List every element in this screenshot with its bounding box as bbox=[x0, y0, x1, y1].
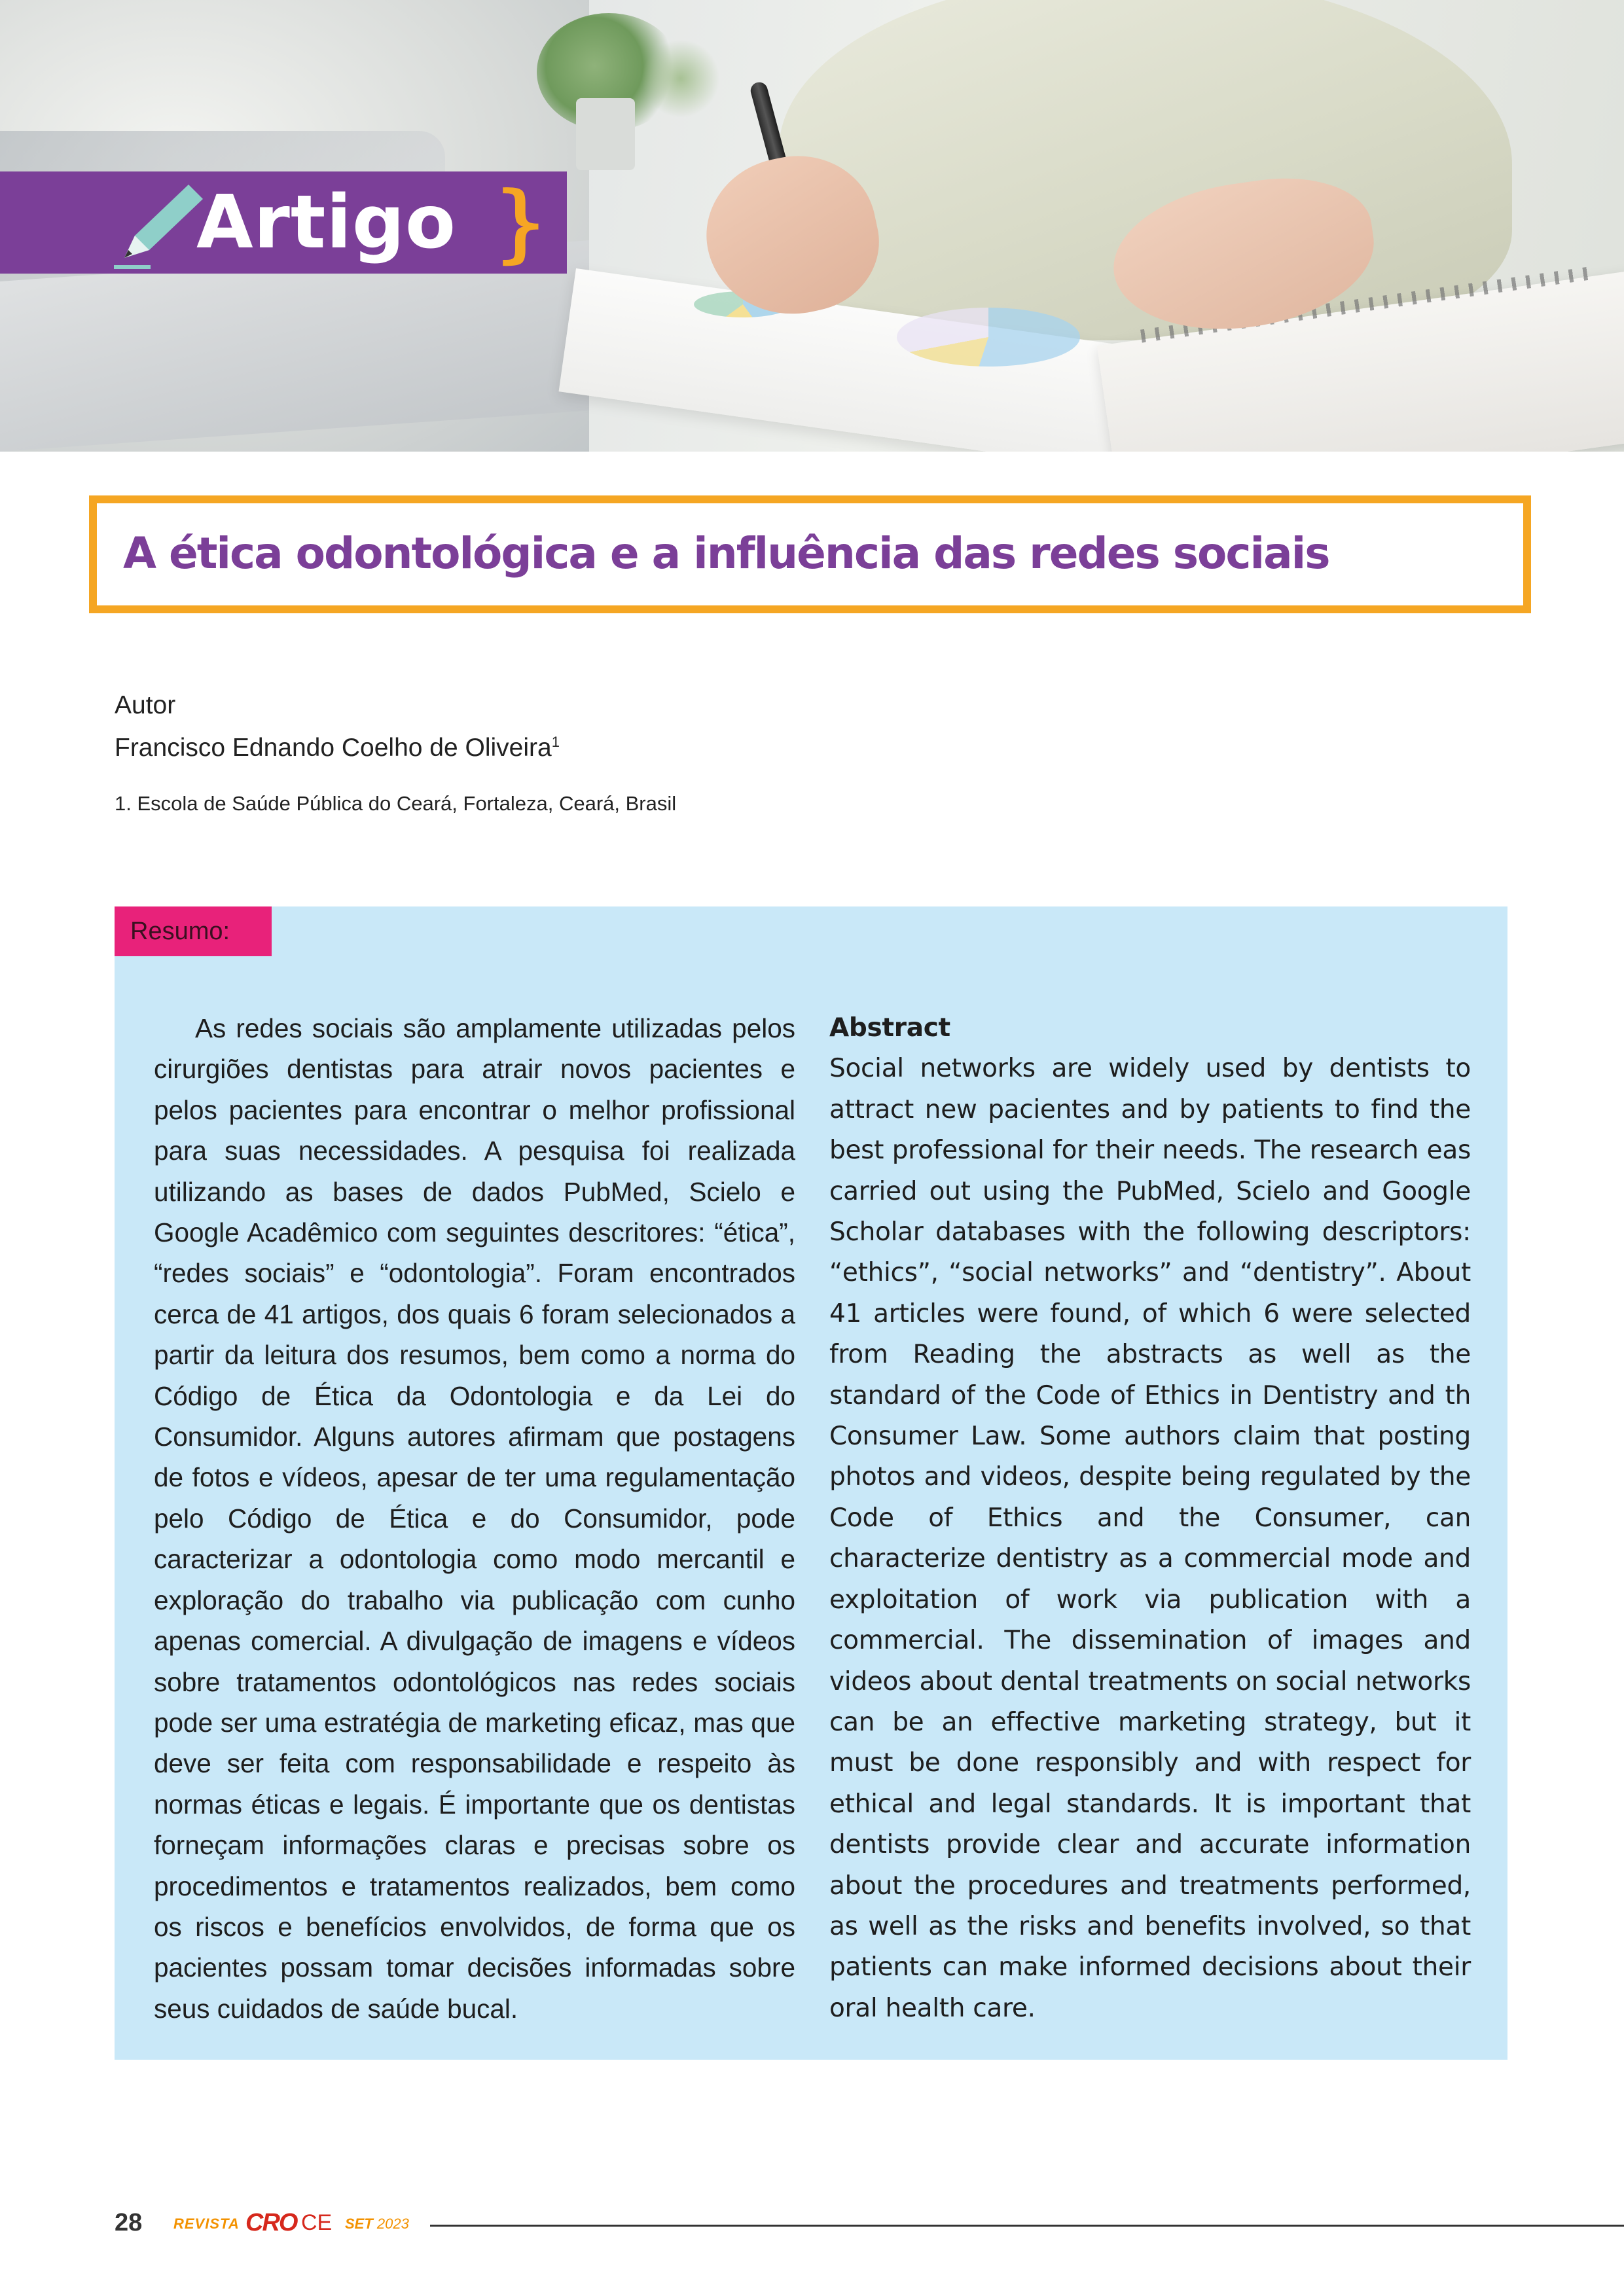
title-box bbox=[89, 495, 1531, 613]
footer-rule bbox=[430, 2225, 1624, 2227]
page-number: 28 bbox=[115, 2209, 143, 2236]
journal-logo-cro: CRO bbox=[245, 2209, 297, 2236]
affiliation-mark: 1 bbox=[551, 734, 560, 750]
article-title: A ética odontológica e a influência das redes sociais bbox=[123, 528, 1329, 579]
issue-month: SET bbox=[345, 2215, 373, 2232]
page-footer bbox=[115, 2209, 1624, 2248]
brace-decoration: } bbox=[492, 173, 547, 272]
author-block bbox=[115, 687, 560, 766]
resumo-column bbox=[154, 1008, 795, 2029]
resumo-tag: Resumo: bbox=[115, 906, 272, 956]
author-heading: Autor bbox=[115, 691, 176, 719]
journal-logo-ce: CE bbox=[301, 2210, 333, 2235]
section-banner bbox=[0, 171, 567, 274]
author-name: Francisco Ednando Coelho de Oliveira bbox=[115, 734, 552, 762]
author-affiliation: 1. Escola de Saúde Pública do Ceará, Fortaleza, Ceará, Brasil bbox=[115, 792, 677, 815]
issue-date bbox=[345, 2215, 409, 2233]
resumo-text: As redes sociais são amplamente utilizadas pelos cirurgiões dentistas para atrair novos pacientes e pelos pacientes para encontrar o melhor profissional para suas necessidades. A pesquisa foi realizada utilizando as bases de dados PubMed, Scielo e Google Acadêmico com seguintes descritores: “ética”, “redes sociais” e “odontologia”. Foram encontrados cerca de 41 artigos, dos quais 6 foram selecionados a partir da leitura dos resumos, bem como a norma do Código de Ética da Odontologia e da Lei do Consumidor. Alguns autores afirmam que postagens de fotos e vídeos, apesar de ter uma regulamentação pelo Código de Ética e do Consumidor, pode caracterizar a odontologia como modo mercantil e exploração do trabalho via publicação com cunho apenas comercial. A divulgação de imagens e vídeos sobre tratamentos odontológicos nas redes sociais pode ser uma estratégia de marketing eficaz, mas que deve ser feita com responsabilidade e respeito às normas éticas e legais. É importante que os dentistas forneçam informações claras e precisas sobre os procedimentos e tratamentos realizados, bem como os riscos e benefícios envolvidos, de forma que os pacientes possam tomar decisões informadas sobre seus cuidados de saúde bucal. bbox=[154, 1013, 795, 2024]
abstract-box bbox=[115, 906, 1507, 2060]
abstract-text: Social networks are widely used by dentists to attract new pacientes and by patients to find the best professional for their needs. The research eas carried out using the PubMed, Scielo and Google Scholar databases with the following descriptors: “ethics”, “social networks” and “dentistry”. About 41 articles were found, of which 6 were selected from Reading the abstracts as well as the standard of the Code of Ethics in Dentistry and th Consumer Law. Some authors claim that posting photos and videos, despite being regulated by the Code of Ethics and the Consumer, can characterize dentistry as a commercial mode and exploitation of work via publication with a commercial. The dissemination of images and videos about dental treatments on social networks can be an effective marketing strategy, but it must be done responsibly and with respect for ethical and legal standards. It is important that dentists provide clear and accurate information about the procedures and treatments performed, as well as the risks and benefits involved, so that patients can make informed decisions about their oral health care. bbox=[829, 1054, 1471, 2023]
abstract-heading: Abstract bbox=[829, 1013, 950, 1043]
abstract-column bbox=[829, 1008, 1471, 2029]
author-name-line bbox=[115, 724, 560, 766]
section-label: Artigo bbox=[196, 180, 456, 265]
pencil-icon bbox=[111, 179, 209, 271]
issue-year: 2023 bbox=[376, 2215, 409, 2232]
journal-revista: REVISTA bbox=[173, 2215, 240, 2232]
